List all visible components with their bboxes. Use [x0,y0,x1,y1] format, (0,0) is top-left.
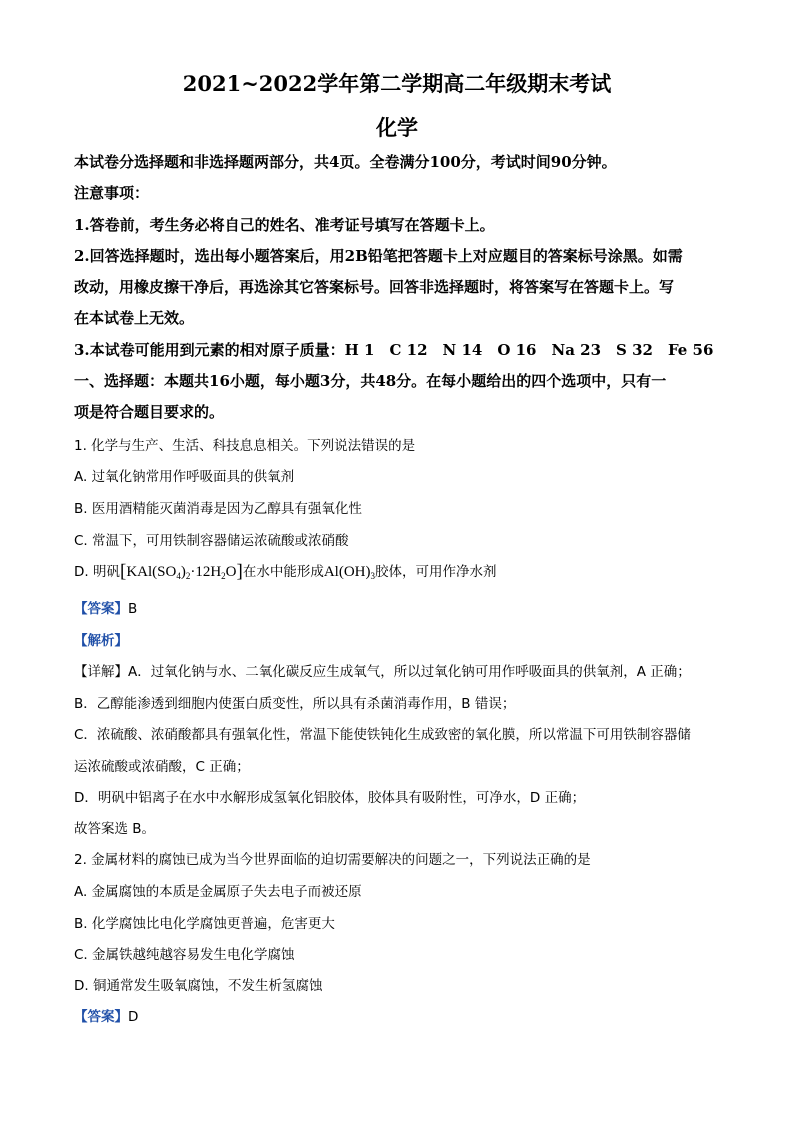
subject-title: 化学 [376,115,418,140]
exam-title: 2021~2022学年第二学期高二年级期末考试 [182,71,612,96]
q1-option-a: A. 过氧化钠常用作呼吸面具的供氧剂 [74,469,295,485]
q1-conclusion: 故答案选 B。 [74,821,156,837]
q1-option-d [74,560,496,583]
notice-item-2-line-2: 改动，用橡皮擦干净后，再选涂其它答案标号。回答非选择题时，将答案写在答题卡上。写 [74,278,675,296]
notice-item-1: 1.答卷前，考生务必将自己的姓名、准考证号填写在答题卡上。 [74,216,495,234]
notice-item-2-line-3: 在本试卷上无效。 [74,309,195,327]
q1-option-b: B. 医用酒精能灭菌消毒是因为乙醇具有强氧化性 [74,501,362,517]
q1-option-c: C. 常温下，可用铁制容器储运浓硫酸或浓硝酸 [74,533,349,549]
q2-option-b: B. 化学腐蚀比电化学腐蚀更普遍，危害更大 [74,916,335,932]
q2-option-c: C. 金属铁越纯越容易发生电化学腐蚀 [74,947,295,963]
q1-detail-d: D．明矾中铝离子在水中水解形成氢氧化铝胶体，胶体具有吸附性，可净水，D 正确； [74,790,586,806]
q1-detail-a: 【详解】A．过氧化钠与水、二氧化碳反应生成氧气，所以过氧化钠可用作呼吸面具的供氧剂，A 正确； [74,664,691,680]
detail-tag: 【详解】 [74,664,128,680]
section-heading-line-1: 一、选择题：本题共16小题，每小题3分，共48分。在每小题给出的四个选项中，只有一 [74,372,667,390]
q2-stem: 2. 金属材料的腐蚀已成为当今世界面临的迫切需要解决的问题之一，下列说法正确的是 [74,852,591,868]
intro-text: 本试卷分选择题和非选择题两部分，共4页。全卷满分100分，考试时间90分钟。 [74,153,617,171]
q2-option-d: D. 铜通常发生吸氧腐蚀，不发生析氢腐蚀 [74,978,323,994]
answer-tag: 【答案】 [74,601,128,617]
q1-option-d-prefix: D. 明矾 [74,564,120,580]
q1-answer-value: B [128,601,138,617]
q1-option-d-mid: 在水中能形成 [242,564,324,580]
q1-detail-c-line-1: C．浓硫酸、浓硝酸都具有强氧化性，常温下能使铁钝化生成致密的氧化膜，所以常温下可用铁制容器储 [74,727,691,743]
section-heading-line-2: 项是符合题目要求的。 [74,403,225,421]
q1-option-d-suffix: 胶体，可用作净水剂 [374,564,497,580]
q2-answer [74,1005,138,1025]
q2-option-a: A. 金属腐蚀的本质是金属原子失去电子而被还原 [74,884,362,900]
aluminum-hydroxide-formula: $Al(OH)_3$ [323,564,375,581]
answer-tag: 【答案】 [74,1009,128,1025]
q1-stem: 1. 化学与生产、生活、科技息息相关。下列说法错误的是 [74,438,416,454]
q1-analysis-tag: 【解析】 [74,633,128,649]
q1-detail-b: B．乙醇能渗透到细胞内使蛋白质变性，所以具有杀菌消毒作用，B 错误； [74,696,516,712]
notice-heading: 注意事项： [74,184,150,202]
q2-answer-value: D [128,1009,139,1025]
notice-item-3: 3.本试卷可能用到元素的相对原子质量：H 1 C 12 N 14 O 16 Na 23 S 32 Fe 56 [74,341,714,359]
alum-formula: $[KAl(SO_4)_2\cdot 12H_2O]$ [119,561,243,582]
q1-detail-c-line-2: 运浓硫酸或浓硝酸，C 正确； [74,759,250,775]
q1-answer [74,597,137,617]
notice-item-2-line-1: 2.回答选择题时，选出每小题答案后，用2B铅笔把答题卡上对应题目的答案标号涂黑。如需 [74,247,683,265]
